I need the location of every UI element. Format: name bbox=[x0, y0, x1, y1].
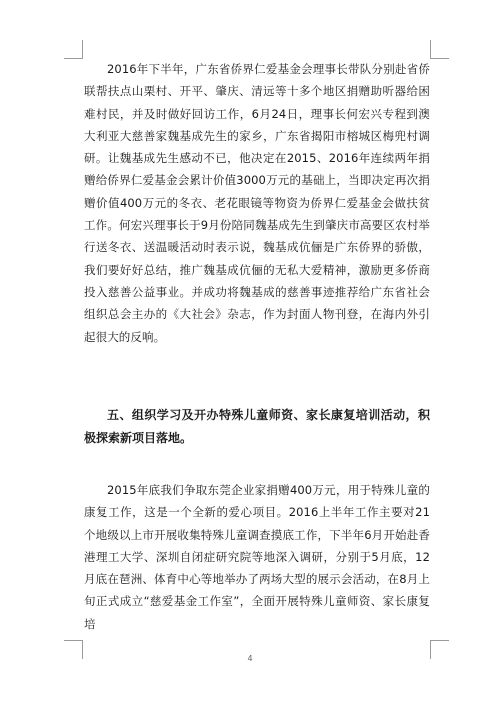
section-heading: 五、组织学习及开办特殊儿童师资、家长康复培训活动，积极探索新项目落地。 bbox=[84, 408, 430, 445]
crop-mark-bottom-right bbox=[430, 640, 449, 659]
crop-mark-top-right bbox=[430, 40, 449, 59]
page-number: 4 bbox=[247, 654, 253, 663]
crop-mark-top-left bbox=[64, 40, 83, 59]
body-paragraph-1: 2016年下半年，广东省侨界仁爱基金会理事长带队分别赴省侨联帮扶点山栗村、开平、肇庆、清远等十多个地区捐赠助听器给困难村民，并及时做好回访工作，6月24日，理事长何宏兴专程到澳大利亚大慈善家魏基成先生的家乡，广东省揭阳市榕城区梅兜村调研。让魏基成先生感动不已，他决定在2015、2016年连续两年捐赠给侨界仁爱基金会累计价值3000万元的基础上，当即决定再次捐赠价值400万元的冬衣、老花眼镜等物资为侨界仁爱基金会做扶贫工作。何宏兴理事长于9月份陪同魏基成先生到肇庆市高要区农村举行送冬衣、送温暖活动时表示说，魏基成伉俪是广东侨界的骄傲，我们要好好总结，推广魏基成伉俪的无私大爱精神，激励更多侨商投入慈善公益事业。并成功将魏基成的慈善事迹推荐给广东省社会组织总会主办的《大社会》杂志，作为封面人物刊登，在海内外引起很大的反响。 bbox=[84, 62, 430, 344]
body-paragraph-2: 2015年底我们争取东莞企业家捐赠400万元，用于特殊儿童的康复工作，这是一个全新的爱心项目。2016上半年工作主要对21个地级以上市开展收集特殊儿童调查摸底工作，下半年6月开始赴香港理工大学、深圳自闭症研究院等地深入调研，分别于5月底，12月底在琶洲、体育中心等地举办了两场大型的展示会活动，在8月上旬正式成立“慈爱基金工作室”，全面开展特殊儿童师资、家长康复培 bbox=[84, 483, 430, 631]
crop-mark-bottom-left bbox=[64, 640, 83, 659]
